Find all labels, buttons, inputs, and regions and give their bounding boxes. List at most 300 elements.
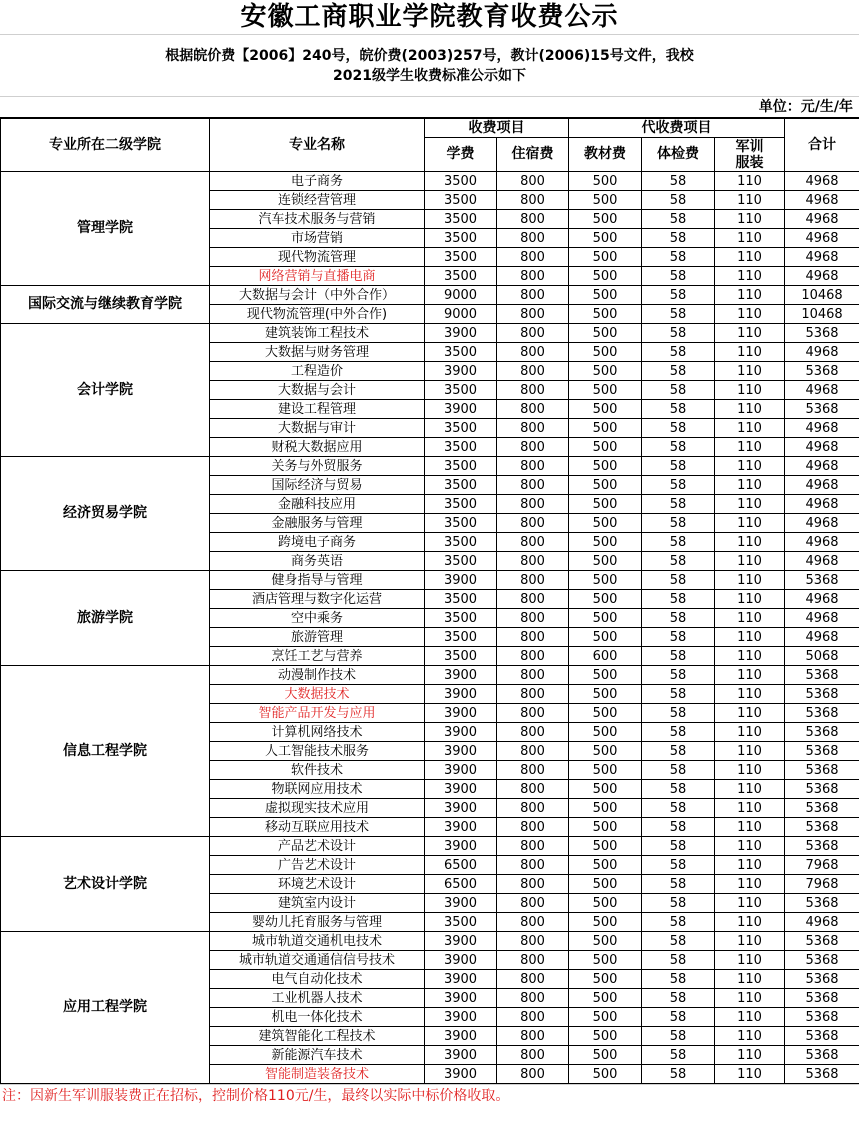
major-name: 酒店管理与数字化运营 xyxy=(210,590,425,609)
cell-uniform: 110 xyxy=(715,457,785,476)
cell-medical: 58 xyxy=(642,229,715,248)
cell-medical: 58 xyxy=(642,267,715,286)
major-name: 现代物流管理(中外合作) xyxy=(210,305,425,324)
cell-textbook: 500 xyxy=(569,476,642,495)
cell-tuition: 3500 xyxy=(425,438,497,457)
cell-total: 4968 xyxy=(785,343,859,362)
cell-total: 4968 xyxy=(785,438,859,457)
cell-textbook: 500 xyxy=(569,172,642,191)
major-name: 智能产品开发与应用 xyxy=(210,704,425,723)
cell-textbook: 500 xyxy=(569,723,642,742)
major-name: 电气自动化技术 xyxy=(210,970,425,989)
cell-medical: 58 xyxy=(642,286,715,305)
cell-dorm: 800 xyxy=(497,400,569,419)
cell-textbook: 500 xyxy=(569,666,642,685)
cell-dorm: 800 xyxy=(497,761,569,780)
major-name: 旅游管理 xyxy=(210,628,425,647)
cell-medical: 58 xyxy=(642,362,715,381)
cell-total: 5368 xyxy=(785,685,859,704)
cell-textbook: 500 xyxy=(569,799,642,818)
cell-total: 5368 xyxy=(785,1065,859,1084)
cell-tuition: 3500 xyxy=(425,172,497,191)
cell-total: 5368 xyxy=(785,324,859,343)
cell-tuition: 3500 xyxy=(425,476,497,495)
cell-medical: 58 xyxy=(642,400,715,419)
cell-dorm: 800 xyxy=(497,514,569,533)
cell-tuition: 3500 xyxy=(425,590,497,609)
table-row xyxy=(1,932,859,951)
cell-dorm: 800 xyxy=(497,343,569,362)
cell-dorm: 800 xyxy=(497,172,569,191)
fee-table xyxy=(0,117,859,1084)
cell-total: 5368 xyxy=(785,571,859,590)
cell-dorm: 800 xyxy=(497,666,569,685)
cell-total: 4968 xyxy=(785,514,859,533)
cell-textbook: 500 xyxy=(569,1065,642,1084)
cell-medical: 58 xyxy=(642,191,715,210)
cell-dorm: 800 xyxy=(497,533,569,552)
cell-uniform: 110 xyxy=(715,381,785,400)
table-row xyxy=(1,324,859,343)
cell-tuition: 3900 xyxy=(425,780,497,799)
cell-dorm: 800 xyxy=(497,723,569,742)
cell-dorm: 800 xyxy=(497,685,569,704)
cell-textbook: 500 xyxy=(569,343,642,362)
cell-dorm: 800 xyxy=(497,989,569,1008)
cell-medical: 58 xyxy=(642,647,715,666)
fee-table-body xyxy=(1,172,859,1084)
cell-textbook: 500 xyxy=(569,761,642,780)
major-name: 财税大数据应用 xyxy=(210,438,425,457)
cell-dorm: 800 xyxy=(497,438,569,457)
cell-textbook: 500 xyxy=(569,400,642,419)
cell-dorm: 800 xyxy=(497,248,569,267)
cell-dorm: 800 xyxy=(497,495,569,514)
cell-medical: 58 xyxy=(642,837,715,856)
header-uniform: 军训服装 xyxy=(715,138,785,172)
major-name: 大数据与审计 xyxy=(210,419,425,438)
header-textbook: 教材费 xyxy=(569,138,642,172)
major-name: 汽车技术服务与营销 xyxy=(210,210,425,229)
cell-textbook: 500 xyxy=(569,1027,642,1046)
subtitle: 根据皖价费【2006】240号，皖价费(2003)257号，教计(2006)15号文件，我校2021级学生收费标准公示如下 xyxy=(0,35,859,97)
cell-uniform: 110 xyxy=(715,894,785,913)
cell-dorm: 800 xyxy=(497,1065,569,1084)
cell-tuition: 3900 xyxy=(425,932,497,951)
major-name: 产品艺术设计 xyxy=(210,837,425,856)
cell-uniform: 110 xyxy=(715,685,785,704)
cell-dorm: 800 xyxy=(497,381,569,400)
cell-tuition: 3500 xyxy=(425,495,497,514)
cell-textbook: 500 xyxy=(569,628,642,647)
cell-uniform: 110 xyxy=(715,837,785,856)
cell-uniform: 110 xyxy=(715,571,785,590)
cell-medical: 58 xyxy=(642,1027,715,1046)
cell-tuition: 3500 xyxy=(425,913,497,932)
cell-dorm: 800 xyxy=(497,571,569,590)
cell-tuition: 3500 xyxy=(425,343,497,362)
cell-medical: 58 xyxy=(642,666,715,685)
table-row xyxy=(1,666,859,685)
cell-textbook: 500 xyxy=(569,362,642,381)
cell-uniform: 110 xyxy=(715,590,785,609)
cell-tuition: 3500 xyxy=(425,552,497,571)
cell-uniform: 110 xyxy=(715,400,785,419)
college-name: 艺术设计学院 xyxy=(1,837,210,932)
cell-medical: 58 xyxy=(642,248,715,267)
cell-total: 5368 xyxy=(785,894,859,913)
cell-textbook: 500 xyxy=(569,837,642,856)
major-name: 建筑智能化工程技术 xyxy=(210,1027,425,1046)
cell-tuition: 3500 xyxy=(425,381,497,400)
cell-textbook: 500 xyxy=(569,818,642,837)
cell-medical: 58 xyxy=(642,343,715,362)
cell-uniform: 110 xyxy=(715,533,785,552)
cell-medical: 58 xyxy=(642,704,715,723)
cell-uniform: 110 xyxy=(715,419,785,438)
cell-dorm: 800 xyxy=(497,362,569,381)
cell-dorm: 800 xyxy=(497,894,569,913)
cell-textbook: 500 xyxy=(569,875,642,894)
footnote: 注：因新生军训服装费正在招标，控制价格110元/生，最终以实际中标价格收取。 xyxy=(0,1084,859,1107)
cell-textbook: 500 xyxy=(569,552,642,571)
cell-medical: 58 xyxy=(642,514,715,533)
cell-dorm: 800 xyxy=(497,951,569,970)
cell-uniform: 110 xyxy=(715,476,785,495)
college-name: 会计学院 xyxy=(1,324,210,457)
cell-uniform: 110 xyxy=(715,172,785,191)
cell-textbook: 500 xyxy=(569,913,642,932)
cell-tuition: 6500 xyxy=(425,875,497,894)
cell-total: 5368 xyxy=(785,742,859,761)
cell-total: 5368 xyxy=(785,704,859,723)
cell-dorm: 800 xyxy=(497,856,569,875)
header-college: 专业所在二级学院 xyxy=(1,118,210,172)
cell-total: 5368 xyxy=(785,761,859,780)
cell-uniform: 110 xyxy=(715,742,785,761)
cell-textbook: 500 xyxy=(569,894,642,913)
cell-textbook: 500 xyxy=(569,685,642,704)
cell-medical: 58 xyxy=(642,571,715,590)
cell-total: 4968 xyxy=(785,419,859,438)
cell-tuition: 3900 xyxy=(425,761,497,780)
cell-tuition: 3500 xyxy=(425,457,497,476)
major-name: 烹饪工艺与营养 xyxy=(210,647,425,666)
cell-uniform: 110 xyxy=(715,1046,785,1065)
major-name: 广告艺术设计 xyxy=(210,856,425,875)
cell-medical: 58 xyxy=(642,1065,715,1084)
cell-tuition: 3900 xyxy=(425,894,497,913)
major-name: 大数据技术 xyxy=(210,685,425,704)
cell-dorm: 800 xyxy=(497,875,569,894)
cell-dorm: 800 xyxy=(497,780,569,799)
major-name: 物联网应用技术 xyxy=(210,780,425,799)
cell-medical: 58 xyxy=(642,476,715,495)
cell-total: 5368 xyxy=(785,932,859,951)
cell-total: 5368 xyxy=(785,1027,859,1046)
major-name: 建筑室内设计 xyxy=(210,894,425,913)
cell-tuition: 9000 xyxy=(425,286,497,305)
cell-uniform: 110 xyxy=(715,552,785,571)
cell-total: 5368 xyxy=(785,951,859,970)
cell-medical: 58 xyxy=(642,533,715,552)
cell-medical: 58 xyxy=(642,609,715,628)
major-name: 空中乘务 xyxy=(210,609,425,628)
cell-total: 4968 xyxy=(785,533,859,552)
cell-tuition: 3900 xyxy=(425,723,497,742)
cell-dorm: 800 xyxy=(497,590,569,609)
cell-dorm: 800 xyxy=(497,1008,569,1027)
table-row xyxy=(1,457,859,476)
cell-tuition: 3900 xyxy=(425,571,497,590)
cell-medical: 58 xyxy=(642,628,715,647)
major-name: 建筑装饰工程技术 xyxy=(210,324,425,343)
cell-dorm: 800 xyxy=(497,837,569,856)
cell-textbook: 500 xyxy=(569,932,642,951)
cell-tuition: 3900 xyxy=(425,1027,497,1046)
cell-total: 5368 xyxy=(785,1008,859,1027)
cell-medical: 58 xyxy=(642,742,715,761)
cell-uniform: 110 xyxy=(715,438,785,457)
cell-textbook: 500 xyxy=(569,704,642,723)
cell-medical: 58 xyxy=(642,419,715,438)
cell-tuition: 3500 xyxy=(425,210,497,229)
cell-textbook: 500 xyxy=(569,191,642,210)
cell-tuition: 3900 xyxy=(425,1046,497,1065)
cell-textbook: 500 xyxy=(569,286,642,305)
cell-uniform: 110 xyxy=(715,647,785,666)
cell-textbook: 500 xyxy=(569,305,642,324)
cell-textbook: 500 xyxy=(569,248,642,267)
cell-textbook: 500 xyxy=(569,324,642,343)
cell-textbook: 500 xyxy=(569,571,642,590)
cell-uniform: 110 xyxy=(715,495,785,514)
cell-textbook: 500 xyxy=(569,1008,642,1027)
table-row xyxy=(1,837,859,856)
major-name: 人工智能技术服务 xyxy=(210,742,425,761)
cell-uniform: 110 xyxy=(715,305,785,324)
major-name: 大数据与会计（中外合作） xyxy=(210,286,425,305)
cell-medical: 58 xyxy=(642,723,715,742)
cell-total: 4968 xyxy=(785,210,859,229)
cell-textbook: 500 xyxy=(569,381,642,400)
cell-total: 5368 xyxy=(785,837,859,856)
cell-tuition: 3900 xyxy=(425,1065,497,1084)
cell-total: 5068 xyxy=(785,647,859,666)
cell-tuition: 3900 xyxy=(425,666,497,685)
cell-dorm: 800 xyxy=(497,476,569,495)
cell-dorm: 800 xyxy=(497,628,569,647)
cell-dorm: 800 xyxy=(497,818,569,837)
cell-medical: 58 xyxy=(642,685,715,704)
cell-tuition: 3900 xyxy=(425,685,497,704)
major-name: 大数据与财务管理 xyxy=(210,343,425,362)
cell-total: 5368 xyxy=(785,818,859,837)
major-name: 金融服务与管理 xyxy=(210,514,425,533)
cell-total: 7968 xyxy=(785,856,859,875)
cell-tuition: 3900 xyxy=(425,742,497,761)
header-medical: 体检费 xyxy=(642,138,715,172)
cell-dorm: 800 xyxy=(497,1027,569,1046)
major-name: 电子商务 xyxy=(210,172,425,191)
cell-total: 4968 xyxy=(785,191,859,210)
cell-textbook: 500 xyxy=(569,533,642,552)
cell-tuition: 3900 xyxy=(425,362,497,381)
major-name: 健身指导与管理 xyxy=(210,571,425,590)
major-name: 金融科技应用 xyxy=(210,495,425,514)
cell-tuition: 3900 xyxy=(425,818,497,837)
cell-medical: 58 xyxy=(642,780,715,799)
cell-total: 4968 xyxy=(785,476,859,495)
cell-tuition: 3900 xyxy=(425,400,497,419)
cell-medical: 58 xyxy=(642,818,715,837)
cell-uniform: 110 xyxy=(715,913,785,932)
cell-tuition: 3500 xyxy=(425,267,497,286)
cell-total: 7968 xyxy=(785,875,859,894)
cell-medical: 58 xyxy=(642,210,715,229)
major-name: 国际经济与贸易 xyxy=(210,476,425,495)
cell-dorm: 800 xyxy=(497,191,569,210)
major-name: 连锁经营管理 xyxy=(210,191,425,210)
cell-uniform: 110 xyxy=(715,818,785,837)
cell-uniform: 110 xyxy=(715,723,785,742)
college-name: 国际交流与继续教育学院 xyxy=(1,286,210,324)
header-major: 专业名称 xyxy=(210,118,425,172)
major-name: 婴幼儿托育服务与管理 xyxy=(210,913,425,932)
cell-total: 10468 xyxy=(785,286,859,305)
cell-uniform: 110 xyxy=(715,704,785,723)
cell-textbook: 500 xyxy=(569,590,642,609)
college-name: 旅游学院 xyxy=(1,571,210,666)
cell-tuition: 3500 xyxy=(425,647,497,666)
college-name: 经济贸易学院 xyxy=(1,457,210,571)
cell-dorm: 800 xyxy=(497,647,569,666)
cell-medical: 58 xyxy=(642,381,715,400)
cell-total: 4968 xyxy=(785,609,859,628)
major-name: 关务与外贸服务 xyxy=(210,457,425,476)
cell-dorm: 800 xyxy=(497,210,569,229)
cell-medical: 58 xyxy=(642,552,715,571)
cell-medical: 58 xyxy=(642,495,715,514)
cell-uniform: 110 xyxy=(715,343,785,362)
cell-tuition: 3500 xyxy=(425,229,497,248)
cell-total: 5368 xyxy=(785,400,859,419)
cell-uniform: 110 xyxy=(715,761,785,780)
cell-medical: 58 xyxy=(642,1046,715,1065)
cell-textbook: 500 xyxy=(569,742,642,761)
cell-dorm: 800 xyxy=(497,913,569,932)
major-name: 动漫制作技术 xyxy=(210,666,425,685)
cell-textbook: 500 xyxy=(569,229,642,248)
cell-medical: 58 xyxy=(642,932,715,951)
cell-tuition: 3900 xyxy=(425,704,497,723)
cell-total: 4968 xyxy=(785,381,859,400)
cell-textbook: 500 xyxy=(569,989,642,1008)
cell-tuition: 3500 xyxy=(425,609,497,628)
cell-uniform: 110 xyxy=(715,799,785,818)
cell-total: 5368 xyxy=(785,970,859,989)
cell-uniform: 110 xyxy=(715,514,785,533)
cell-uniform: 110 xyxy=(715,362,785,381)
cell-uniform: 110 xyxy=(715,210,785,229)
cell-tuition: 3900 xyxy=(425,799,497,818)
cell-medical: 58 xyxy=(642,761,715,780)
cell-textbook: 500 xyxy=(569,457,642,476)
cell-dorm: 800 xyxy=(497,267,569,286)
cell-medical: 58 xyxy=(642,989,715,1008)
cell-uniform: 110 xyxy=(715,267,785,286)
page-title: 安徽工商职业学院教育收费公示 xyxy=(0,0,859,35)
cell-dorm: 800 xyxy=(497,324,569,343)
cell-uniform: 110 xyxy=(715,248,785,267)
cell-tuition: 3500 xyxy=(425,514,497,533)
cell-textbook: 500 xyxy=(569,495,642,514)
cell-textbook: 500 xyxy=(569,970,642,989)
header-agency-group: 代收费项目 xyxy=(569,118,785,138)
cell-total: 4968 xyxy=(785,628,859,647)
college-name: 信息工程学院 xyxy=(1,666,210,837)
cell-dorm: 800 xyxy=(497,305,569,324)
cell-uniform: 110 xyxy=(715,286,785,305)
cell-tuition: 3500 xyxy=(425,419,497,438)
cell-medical: 58 xyxy=(642,913,715,932)
cell-dorm: 800 xyxy=(497,609,569,628)
college-name: 管理学院 xyxy=(1,172,210,286)
cell-textbook: 500 xyxy=(569,514,642,533)
major-name: 大数据与会计 xyxy=(210,381,425,400)
major-name: 计算机网络技术 xyxy=(210,723,425,742)
cell-total: 5368 xyxy=(785,1046,859,1065)
cell-medical: 58 xyxy=(642,951,715,970)
cell-textbook: 500 xyxy=(569,1046,642,1065)
cell-tuition: 3500 xyxy=(425,533,497,552)
major-name: 机电一体化技术 xyxy=(210,1008,425,1027)
major-name: 商务英语 xyxy=(210,552,425,571)
cell-medical: 58 xyxy=(642,875,715,894)
cell-tuition: 3900 xyxy=(425,837,497,856)
cell-medical: 58 xyxy=(642,324,715,343)
cell-uniform: 110 xyxy=(715,970,785,989)
major-name: 市场营销 xyxy=(210,229,425,248)
cell-medical: 58 xyxy=(642,970,715,989)
cell-total: 5368 xyxy=(785,799,859,818)
cell-uniform: 110 xyxy=(715,989,785,1008)
cell-total: 4968 xyxy=(785,248,859,267)
cell-dorm: 800 xyxy=(497,419,569,438)
cell-medical: 58 xyxy=(642,457,715,476)
cell-dorm: 800 xyxy=(497,457,569,476)
cell-uniform: 110 xyxy=(715,1027,785,1046)
cell-medical: 58 xyxy=(642,590,715,609)
major-name: 智能制造装备技术 xyxy=(210,1065,425,1084)
cell-dorm: 800 xyxy=(497,932,569,951)
cell-medical: 58 xyxy=(642,894,715,913)
cell-tuition: 3900 xyxy=(425,989,497,1008)
cell-total: 4968 xyxy=(785,267,859,286)
cell-dorm: 800 xyxy=(497,286,569,305)
major-name: 网络营销与直播电商 xyxy=(210,267,425,286)
cell-total: 4968 xyxy=(785,457,859,476)
cell-uniform: 110 xyxy=(715,932,785,951)
cell-medical: 58 xyxy=(642,856,715,875)
cell-total: 5368 xyxy=(785,989,859,1008)
major-name: 跨境电子商务 xyxy=(210,533,425,552)
cell-total: 4968 xyxy=(785,229,859,248)
unit-label: 单位：元/生/年 xyxy=(758,99,853,115)
major-name: 工业机器人技术 xyxy=(210,989,425,1008)
header-tuition: 学费 xyxy=(425,138,497,172)
major-name: 建设工程管理 xyxy=(210,400,425,419)
